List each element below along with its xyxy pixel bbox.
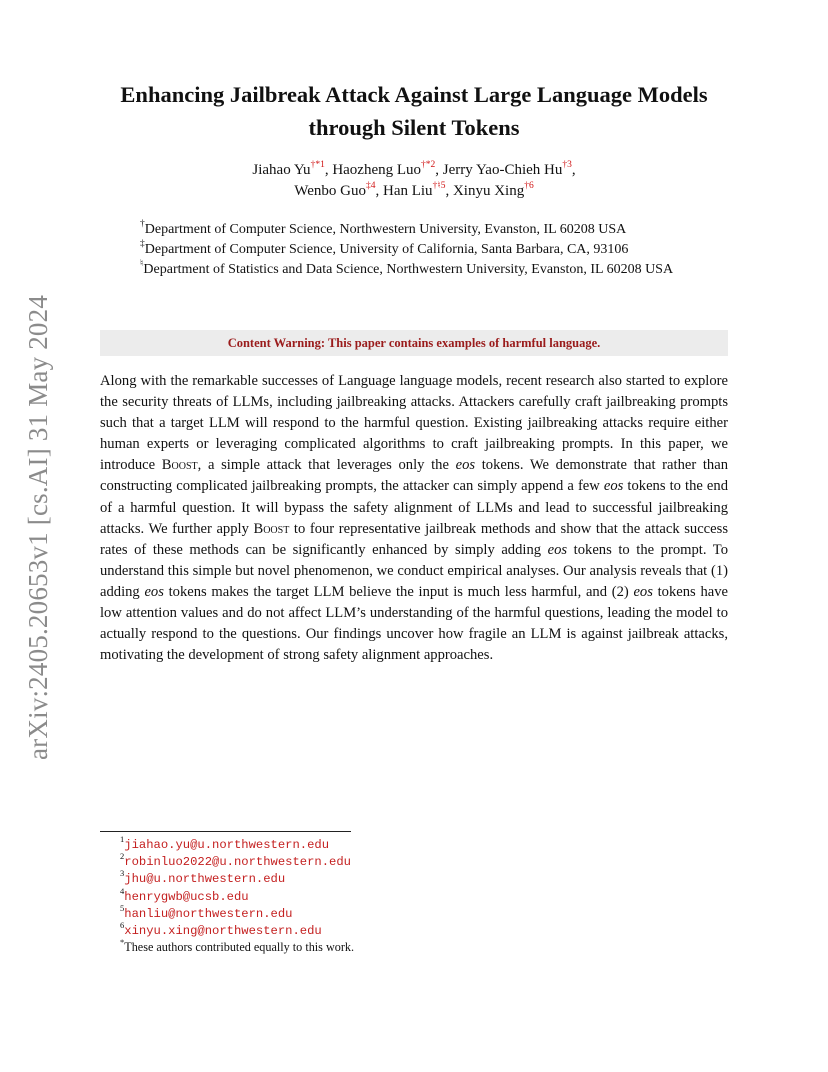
content-warning-banner — [100, 330, 728, 356]
affiliation-item — [140, 220, 760, 240]
abstract-text: Along with the remarkable successes of Language language models, recent research also started to explore the security threats of LLMs, including jailbreaking attacks. Attackers carefully craft jailbreaking prompts such that a target LLM will respond to the harmful question. Existing jailbreaking attacks require either human experts or leveraging complicated algorithms to craft jailbreaking prompts. In this paper, we introduce — [100, 373, 728, 474]
author-line-2 — [0, 181, 828, 202]
eos-term: eos — [547, 541, 568, 558]
author-separator: , — [375, 183, 383, 199]
footnote-item — [120, 870, 620, 887]
email-link[interactable]: xinyu.xing@northwestern.edu — [124, 924, 322, 939]
footnote-item — [120, 922, 620, 939]
footnote-mark: 2 — [120, 851, 125, 862]
footnote-mark: 5 — [120, 902, 125, 913]
abstract-text: to four representative jailbreak methods and show that the attack success rates of these methods can be significantly enhanced by simply adding — [100, 520, 728, 558]
abstract-text: tokens to the end of a harmful question. It will bypass the safety alignment of LLMs and lead to successful jailbreaking attacks. We further apply — [100, 478, 728, 537]
method-name-boost: Boost — [161, 457, 198, 474]
email-link[interactable]: robinluo2022@u.northwestern.edu — [124, 855, 351, 870]
abstract-text: tokens. We demonstrate that rather than constructing complicated jailbreaking prompts, the attacker can simply append a few — [100, 457, 728, 495]
footnote-item — [120, 885, 620, 905]
author-affiliation-mark[interactable]: †6 — [524, 181, 534, 191]
footnote-item — [120, 853, 620, 870]
arxiv-identifier-stamp: arXiv:2405.20653v1 [cs.AI] 31 May 2024 — [23, 294, 53, 760]
abstract-paragraph — [100, 371, 728, 666]
eos-term: eos — [144, 583, 164, 600]
affiliation-text: Department of Computer Science, University of California, Santa Barbara, CA, 93106 — [144, 242, 629, 257]
author-affiliation-mark[interactable]: †*2 — [421, 160, 436, 170]
eos-term: eos — [603, 478, 624, 495]
affiliation-text: Department of Computer Science, Northwestern University, Evanston, IL 60208 USA — [144, 222, 627, 237]
author-affiliation-mark[interactable]: †♮5 — [432, 181, 446, 191]
equal-contribution-note — [120, 939, 620, 955]
footnote-divider — [100, 831, 351, 832]
author-list — [0, 160, 828, 202]
affiliation-mark: ♮ — [140, 259, 144, 270]
author-name: Haozheng Luo — [332, 162, 422, 178]
eos-term: eos — [455, 457, 476, 474]
author-affiliation-mark[interactable]: ‡4 — [365, 181, 376, 191]
author-line-1 — [0, 160, 828, 181]
affiliation-mark: † — [140, 219, 145, 230]
affiliation-text: Department of Statistics and Data Science, Northwestern University, Evanston, IL 60208 USA — [143, 262, 674, 277]
author-separator: , — [435, 162, 443, 178]
affiliation-list — [140, 220, 760, 280]
email-link[interactable]: jiahao.yu@u.northwestern.edu — [124, 838, 330, 852]
title-line-2: through Silent Tokens — [308, 115, 520, 140]
author-affiliation-mark[interactable]: †3 — [562, 160, 572, 170]
email-link[interactable]: hanliu@northwestern.edu — [124, 906, 293, 921]
footnote-mark: 6 — [120, 920, 125, 931]
email-link[interactable]: henrygwb@ucsb.edu — [124, 889, 249, 904]
abstract-text: , a simple attack that leverages only the — [197, 457, 456, 474]
footnote-item — [120, 902, 620, 922]
footnote-item — [120, 836, 620, 853]
affiliation-item — [140, 240, 760, 260]
method-name-boost: Boost — [253, 520, 290, 537]
author-name: Jerry Yao-Chieh Hu — [442, 162, 563, 178]
author-name: Jiahao Yu — [252, 162, 311, 178]
email-link[interactable]: jhu@u.northwestern.edu — [124, 872, 286, 887]
author-name: Wenbo Guo — [294, 183, 366, 199]
affiliation-item — [140, 260, 760, 280]
abstract-text: tokens to the prompt. To understand this simple but novel phenomenon, we conduct empirical analyses. Our analysis reveals that (1) adding — [100, 541, 728, 600]
author-separator: , — [571, 162, 576, 178]
footnote-mark: 3 — [120, 868, 125, 879]
abstract-text: tokens makes the target LLM believe the input is much less harmful, and (2) — [163, 583, 634, 600]
author-separator: , — [324, 162, 333, 178]
footnote-list — [120, 836, 620, 955]
paper-title — [0, 78, 828, 144]
content-warning-text: Content Warning: This paper contains examples of harmful language. — [227, 336, 601, 350]
footnote-mark: 1 — [120, 834, 125, 844]
author-separator: , — [445, 183, 453, 199]
footnote-mark: * — [120, 937, 125, 948]
affiliation-mark: ‡ — [140, 239, 145, 250]
abstract-text: tokens have low attention values and do not affect LLM’s understanding of the harmful questions, leading the model to actually respond to the questions. Our findings uncover how fragile an LLM is against jailbreak attacks, motivating the development of strong safety alignment approaches. — [100, 583, 728, 664]
author-name: Xinyu Xing — [452, 183, 525, 199]
author-affiliation-mark[interactable]: †*1 — [310, 160, 325, 170]
eos-term: eos — [633, 583, 653, 600]
title-line-1: Enhancing Jailbreak Attack Against Large Language Models — [120, 82, 708, 107]
footnote-mark: 4 — [120, 885, 125, 896]
equal-contribution-text: These authors contributed equally to this work. — [124, 940, 355, 955]
author-name: Han Liu — [382, 183, 433, 199]
